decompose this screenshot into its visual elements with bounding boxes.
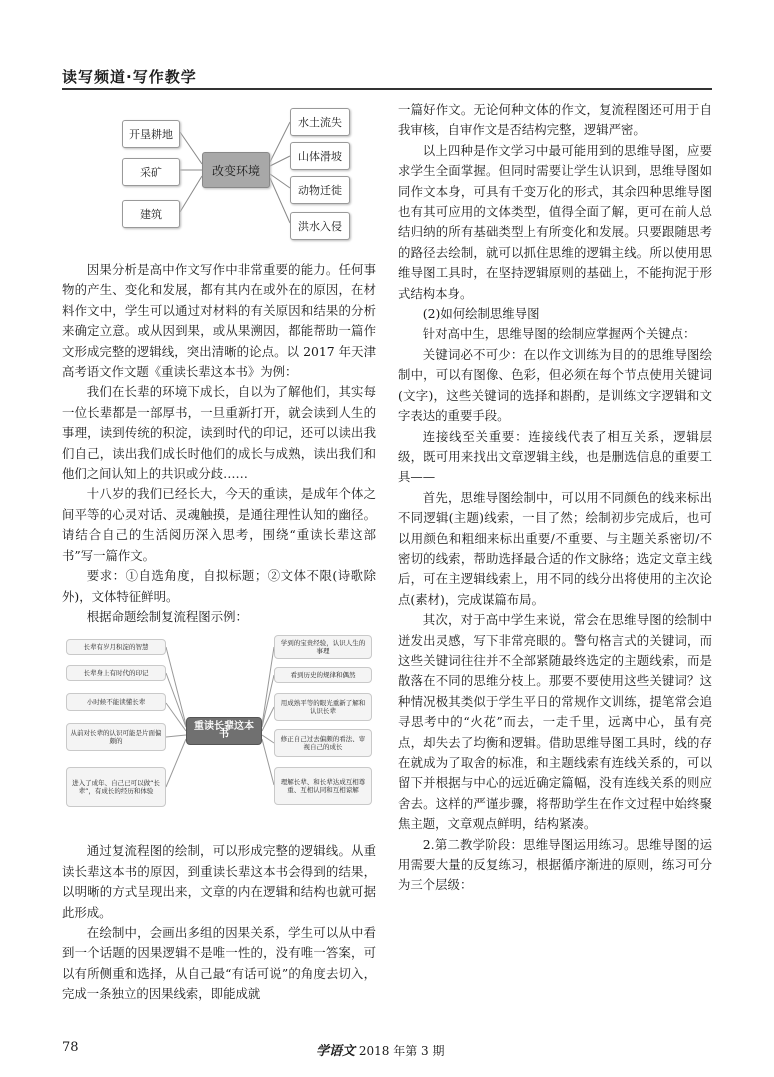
right-column (398, 100, 712, 896)
paragraph: 要求：①自选角度，自拟标题；②文体不限(诗歌除外)，文体特征鲜明。 (62, 568, 376, 604)
section-header: 读写频道·写作教学 (62, 68, 197, 86)
paragraph: 一篇好作文。无论何种文体的作文，复流程图还可用于自我审核，自审作文是否结构完整，逻辑严密。 (398, 102, 712, 138)
cause-node: 长辈身上有时代的印记 (66, 665, 166, 681)
paragraph: 其次，对于高中学生来说，常会在思维导图的绘制中迸发出灵感，写下非常亮眼的。警句格言式的关键词，而这些关键词往往并不全部紧随最终选定的主题线索，而是散落在不同的思维分枝上。那要不要使用这些关键词？这种情况极其类似于学生平日的常规作文训练，提笔常会追寻思考中的“火花”而去，一走千里，远离中心，虽有亮点，却失去了均衡和逻辑。借助思维导图工具时，线的存在就成为了取舍的标准，和主题线索有连线关系的，可以留下并根据与中心的远近确定篇幅，没有连线关系的则应舍去。这样的严谨步骤，将帮助学生在作文过程中始终聚焦主题，文章观点鲜明，结构紧凑。 (398, 612, 712, 832)
paragraph: 连接线至关重要：连接线代表了相互关系，逻辑层级，既可用来找出文章逻辑主线，也是删选信息的重要工具—— (398, 428, 712, 485)
subheading: (2)如何绘制思维导图 (422, 306, 540, 322)
effect-box: 水土流失 (290, 108, 350, 136)
effect-node: 修正自己过去偏颇的看法、审视自己的成长 (274, 729, 372, 757)
effect-box: 山体滑坡 (290, 142, 350, 170)
center-box: 改变环境 (202, 152, 270, 188)
paragraph: 根据命题绘制复流程图示例： (86, 608, 248, 624)
paragraph: 以上四种是作文学习中最可能用到的思维导图，应要求学生全面掌握。但同时需要让学生认识到，思维导图如同作文本身，可具有千变万化的形式，其余四种思维导图也有其可应用的文体类型，值得全面了解，更可在前人总结归纳的所有基础类型上有所变化和发展。只要跟随思考的路径去绘制，就可以抓住思维的逻辑主线。所以使用思维导图工具时，在坚持逻辑原则的基础上，不能拘泥于形式结构本身。 (398, 142, 712, 301)
cause-box: 采矿 (122, 158, 180, 186)
effect-box: 动物迁徙 (290, 176, 350, 204)
cause-node: 长辈有岁月积淀的智慧 (66, 639, 166, 655)
effect-box: 洪水入侵 (290, 212, 350, 240)
paragraph: 我们在长辈的环境下成长，自以为了解他们，其实每一位长辈都是一部厚书，一旦重新打开，就会读到人生的事理，读到传统的积淀，读到时代的印记，还可以读出我们自己，读出我们成长时他们的成长与成熟，读出我们和他们之间认知上的共识或分歧…… (62, 384, 376, 482)
paragraph: 2.第二教学阶段：思维导图运用练习。思维导图的运用需要大量的反复练习，根据循序渐进的原则，练习可分为三个层级： (398, 836, 712, 893)
page-number: 78 (62, 1040, 79, 1055)
paragraph: 针对高中生，思维导图的绘制应掌握两个关键点： (422, 326, 696, 342)
effect-node: 看到历史的规律和偶然 (274, 667, 372, 683)
effect-node: 用成熟平等的眼光重新了解和认识长辈 (274, 693, 372, 721)
left-column (62, 100, 376, 1005)
effect-node: 理解长辈、和长辈达成互相尊重、互相认同和互相谅解 (274, 767, 372, 805)
header-rule (62, 88, 712, 90)
paragraph: 关键词必不可少：在以作文训练为目的的思维导图绘制中，可以有图像、色彩，但必须在每个节点使用关键词(文字)，这些关键词的选择和斟酌，是训练文字逻辑和文字表达的重要手段。 (398, 346, 712, 424)
journal-name: 学语文 (316, 1044, 356, 1059)
effect-node: 学到的宝贵经验，认识人生的事理 (274, 635, 372, 659)
paragraph: 通过复流程图的绘制，可以形成完整的逻辑线。从重读长辈这本书的原因，到重读长辈这本书会得到的结果，以明晰的方式呈现出来，文章的内在逻辑和结构也就可据此形成。 (62, 843, 376, 920)
cause-effect-diagram (62, 100, 376, 260)
paragraph: 十八岁的我们已经长大，今天的重读，是成年个体之间平等的心灵对话、灵魂触摸，是通往理性认知的幽径。请结合自己的生活阅历深入思考，围绕“重读长辈这部书”写一篇作文。 (62, 486, 376, 563)
cause-node: 进入了成年、自己已可以做“长辈”，有成长的经历和体验 (66, 767, 166, 807)
issue-label: 2018 年第 3 期 (358, 1044, 445, 1058)
journal-footer (316, 1040, 444, 1059)
flow-diagram (62, 633, 376, 833)
cause-node: 小时候不能读懂长辈 (66, 693, 166, 711)
paragraph: 在绘制中，会画出多组的因果关系，学生可以从中看到一个话题的因果逻辑不是唯一性的，没有唯一答案，可以有所侧重和选择，从自己最“有话可说”的角度去切入，完成一条独立的因果线索，即能成就 (62, 924, 376, 1002)
cause-box: 开垦耕地 (122, 120, 180, 148)
paragraph: 因果分析是高中作文写作中非常重要的能力。任何事物的产生、变化和发展，都有其内在或外在的原因，在材料作文中，学生可以通过对材料的有关原因和结果的分析来确定立意。或从因到果，或从果溯因，都能帮助一篇作文形成完整的逻辑线，突出清晰的论点。以 2017 年天津高考语文作文题《重读长辈这本书》为例： (62, 262, 376, 380)
cause-node: 从前对长辈的认识可能是片面偏颇的 (66, 723, 166, 751)
center-node: 重读长辈这本书 (186, 717, 262, 745)
cause-box: 建筑 (122, 200, 180, 228)
paragraph: 首先，思维导图绘制中，可以用不同颜色的线来标出不同逻辑(主题)线索，一目了然；绘制初步完成后，也可以用颜色和粗细来标出重要/不重要、与主题关系密切/不密切的线索，帮助选择最合适的作文脉络；选定文章主线后，可在主逻辑线索上，用不同的线分出将使用的主次论点(素材)，完成谋篇布局。 (398, 489, 712, 607)
